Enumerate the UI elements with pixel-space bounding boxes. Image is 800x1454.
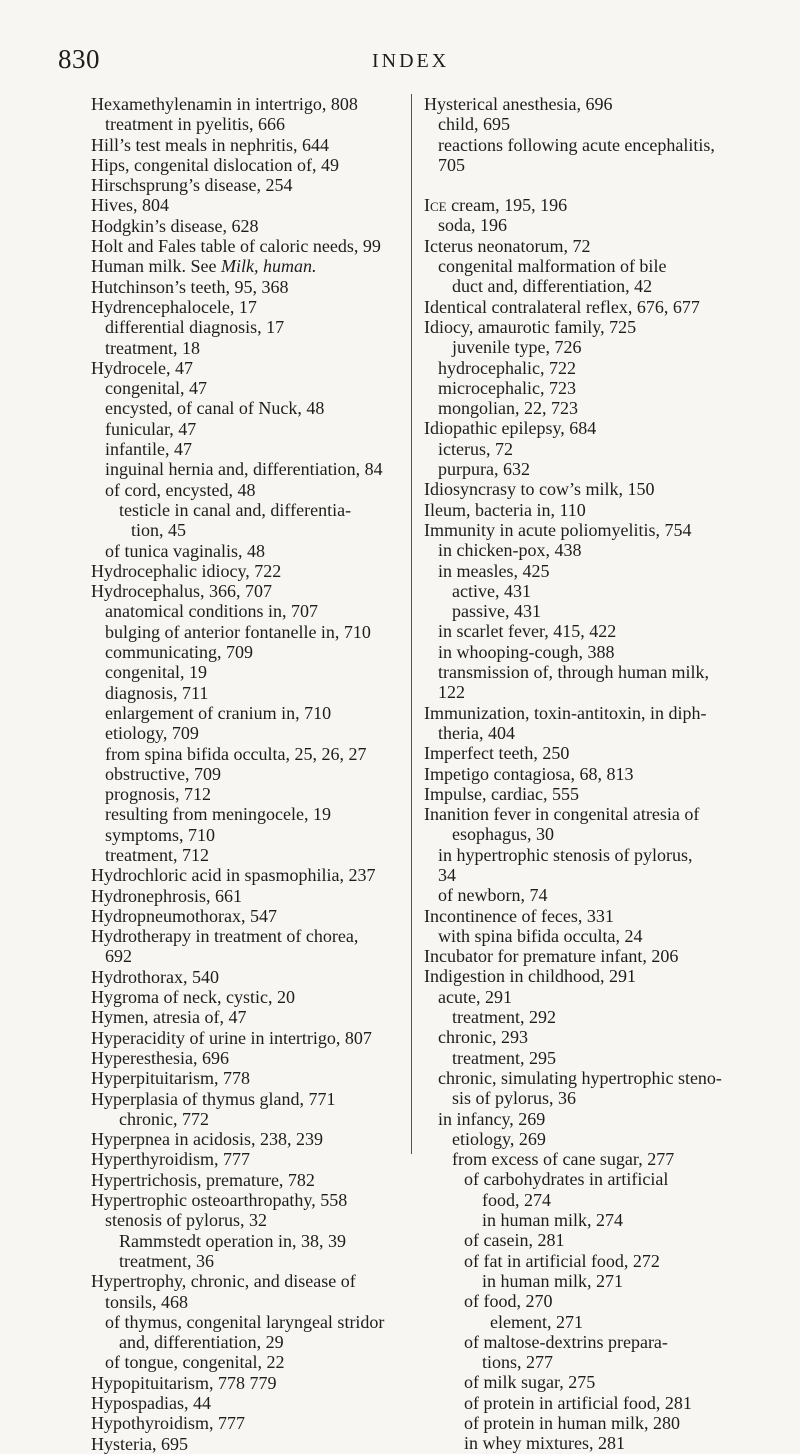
index-entry: Hives, 804 <box>91 195 169 216</box>
index-entry: active, 431 <box>452 580 531 601</box>
index-entry: Hydrochloric acid in spasmophilia, 237 <box>91 865 376 886</box>
index-entry: transmission of, through human milk, <box>438 662 709 683</box>
index-entry: microcephalic, 723 <box>438 377 576 398</box>
index-entry: enlargement of cranium in, 710 <box>105 702 332 723</box>
index-entry: of food, 270 <box>464 1291 553 1312</box>
index-entry: diagnosis, 711 <box>105 682 209 703</box>
index-entry: of tongue, congenital, 22 <box>105 1352 285 1373</box>
index-column-right <box>424 94 758 1454</box>
index-entry: of newborn, 74 <box>438 885 548 906</box>
index-entry: Immunity in acute poliomyelitis, 754 <box>424 519 692 540</box>
page-number: 830 <box>58 44 100 74</box>
index-entry: in human milk, 274 <box>482 1210 623 1231</box>
index-entry: bulging of anterior fontanelle in, 710 <box>105 621 371 642</box>
index-entry: Ice cream, 195, 196 <box>424 195 568 216</box>
index-entry: 692 <box>105 946 132 967</box>
index-entry: sis of pylorus, 36 <box>452 1088 577 1109</box>
index-entry: differential diagnosis, 17 <box>105 317 285 338</box>
index-entry: tonsils, 468 <box>105 1291 189 1312</box>
index-entry: Hypertrichosis, premature, 782 <box>91 1169 315 1190</box>
index-entry: Hydrencephalocele, 17 <box>91 296 257 317</box>
index-entry: from excess of cane sugar, 277 <box>452 1149 675 1170</box>
index-entry: treatment, 36 <box>119 1250 214 1271</box>
index-entry: congenital malformation of bile <box>438 256 667 277</box>
index-entry: esophagus, 30 <box>452 824 554 845</box>
index-entry: reactions following acute encephalitis, <box>438 134 715 155</box>
index-entry: obstructive, 709 <box>105 763 221 784</box>
index-entry: 34 <box>438 864 456 885</box>
running-head: INDEX <box>372 50 450 72</box>
index-entry-list-right <box>424 94 758 1454</box>
index-entry: resulting from meningocele, 19 <box>105 804 331 825</box>
index-entry-smallcaps: Ice <box>424 195 447 216</box>
index-entry: Ileum, bacteria in, 110 <box>424 499 586 520</box>
index-entry: Immunization, toxin-antitoxin, in diph- <box>424 702 707 723</box>
index-entry: 705 <box>438 154 465 175</box>
index-entry: Hirschsprung’s disease, 254 <box>91 175 293 196</box>
index-entry: Hexamethylenamin in intertrigo, 808 <box>91 94 358 114</box>
index-entry: in measles, 425 <box>438 560 550 581</box>
index-entry: mongolian, 22, 723 <box>438 398 578 419</box>
index-entry: congenital, 47 <box>105 378 207 399</box>
index-entry: of protein in artificial food, 281 <box>464 1392 692 1413</box>
index-entry: etiology, 269 <box>452 1128 546 1149</box>
index-entry-italic: Milk, human. <box>220 256 317 277</box>
index-entry: chronic, simulating hypertrophic steno- <box>438 1067 722 1088</box>
index-entry: treatment, 295 <box>452 1047 556 1068</box>
index-entry: in whooping-cough, 388 <box>438 641 615 662</box>
index-entry: in hypertrophic stenosis of pylorus, <box>438 844 693 865</box>
index-entry: Hydropneumothorax, 547 <box>91 905 277 926</box>
index-entry: Idiopathic epilepsy, 684 <box>424 418 597 439</box>
index-entry: juvenile type, 726 <box>452 337 582 358</box>
index-entry: acute, 291 <box>438 986 512 1007</box>
index-entry: of casein, 281 <box>464 1230 565 1251</box>
index-entry: Hyperacidity of urine in intertrigo, 807 <box>91 1027 372 1048</box>
index-entry: testicle in canal and, differentia- <box>119 499 352 520</box>
index-entry: etiology, 709 <box>105 723 199 744</box>
index-entry: of carbohydrates in artificial <box>464 1169 669 1190</box>
index-entry: of fat in artificial food, 272 <box>464 1250 660 1271</box>
index-entry: Hyperesthesia, 696 <box>91 1047 229 1068</box>
index-entry: treatment, 292 <box>452 1007 556 1028</box>
index-entry: Hyperpnea in acidosis, 238, 239 <box>91 1129 323 1150</box>
index-entry: prognosis, 712 <box>105 784 212 805</box>
index-entry-list-left <box>91 94 411 1454</box>
index-entry: chronic, 772 <box>119 1108 209 1129</box>
index-entry: theria, 404 <box>438 722 515 743</box>
index-entry: Incubator for premature infant, 206 <box>424 946 679 967</box>
index-entry: symptoms, 710 <box>105 824 216 845</box>
index-entry: Hydronephrosis, 661 <box>91 885 242 906</box>
index-entry: of cord, encysted, 48 <box>105 479 256 500</box>
index-entry: of thymus, congenital laryngeal stridor <box>105 1311 385 1332</box>
index-entry: anatomical conditions in, 707 <box>105 601 318 622</box>
index-entry: purpura, 632 <box>438 459 530 480</box>
index-entry: Hydrocele, 47 <box>91 357 193 378</box>
index-entry: Hypothyroidism, 777 <box>91 1413 246 1434</box>
index-entry: Impetigo contagiosa, 68, 813 <box>424 763 634 784</box>
index-entry: Impulse, cardiac, 555 <box>424 783 579 804</box>
index-entry: in scarlet fever, 415, 422 <box>438 621 617 642</box>
index-entry: Idiocy, amaurotic family, 725 <box>424 316 637 337</box>
index-entry: Hill’s test meals in nephritis, 644 <box>91 134 329 155</box>
index-entry: Holt and Fales table of caloric needs, 99 <box>91 236 381 257</box>
index-entry: Hyperthyroidism, 777 <box>91 1149 250 1170</box>
index-entry: of milk sugar, 275 <box>464 1372 596 1393</box>
index-entry: stenosis of pylorus, 32 <box>105 1210 267 1231</box>
index-entry: congenital, 19 <box>105 662 207 683</box>
index-entry: with spina bifida occulta, 24 <box>438 925 643 946</box>
index-entry: communicating, 709 <box>105 642 253 663</box>
index-entry: chronic, 293 <box>438 1027 528 1048</box>
index-entry: food, 274 <box>482 1189 551 1210</box>
index-entry: treatment in pyelitis, 666 <box>105 114 285 135</box>
index-entry: Hydrocephalic idiocy, 722 <box>91 560 282 581</box>
index-entry: Hymen, atresia of, 47 <box>91 1007 247 1028</box>
index-entry: in human milk, 271 <box>482 1270 623 1291</box>
index-entry: Imperfect teeth, 250 <box>424 743 570 764</box>
column-divider <box>411 94 412 1154</box>
index-entry: soda, 196 <box>438 215 507 236</box>
index-entry: of protein in human milk, 280 <box>464 1413 680 1433</box>
index-entry: funicular, 47 <box>105 418 197 439</box>
index-entry: passive, 431 <box>452 601 541 622</box>
index-entry: Hyperpituitarism, 778 <box>91 1068 250 1089</box>
index-section-gap <box>424 175 758 195</box>
index-entry: element, 271 <box>490 1311 583 1332</box>
index-entry: Hypopituitarism, 778 779 <box>91 1372 277 1393</box>
index-entry: Hydrotherapy in treatment of chorea, <box>91 926 359 947</box>
index-entry: child, 695 <box>438 114 510 135</box>
index-entry: Hyperplasia of thymus gland, 771 <box>91 1088 336 1109</box>
index-entry: icterus, 72 <box>438 438 513 459</box>
index-entry: tion, 45 <box>131 520 187 541</box>
index-entry: hydrocephalic, 722 <box>438 357 576 378</box>
index-entry: Human milk. See Milk, human. <box>91 256 317 277</box>
index-entry: Hydrocephalus, 366, 707 <box>91 581 272 602</box>
index-entry: tions, 277 <box>482 1352 554 1373</box>
index-entry: 122 <box>438 682 465 703</box>
index-entry: duct and, differentiation, 42 <box>452 276 653 297</box>
index-entry: in chicken-pox, 438 <box>438 540 582 561</box>
index-column-left <box>91 94 411 1454</box>
index-entry: inguinal hernia and, differentiation, 84 <box>105 459 383 480</box>
index-entry: Hysteria, 695 <box>91 1433 188 1454</box>
index-entry: Indigestion in childhood, 291 <box>424 966 636 987</box>
index-entry: from spina bifida occulta, 25, 26, 27 <box>105 743 367 764</box>
index-entry: of tunica vaginalis, 48 <box>105 540 265 561</box>
index-entry: treatment, 712 <box>105 844 209 865</box>
index-entry: Incontinence of feces, 331 <box>424 905 614 926</box>
index-entry: Rammstedt operation in, 38, 39 <box>119 1230 346 1251</box>
index-entry: infantile, 47 <box>105 439 192 460</box>
index-entry: Hypertrophic osteoarthropathy, 558 <box>91 1190 348 1211</box>
index-entry: Hodgkin’s disease, 628 <box>91 215 259 236</box>
index-entry: in infancy, 269 <box>438 1108 546 1129</box>
index-entry: in whey mixtures, 281 <box>464 1433 625 1454</box>
index-entry: Icterus neonatorum, 72 <box>424 235 591 256</box>
index-entry: Inanition fever in congenital atresia of <box>424 804 700 825</box>
index-entry: Hysterical anesthesia, 696 <box>424 94 613 114</box>
index-entry: Hips, congenital dislocation of, 49 <box>91 154 339 175</box>
index-entry: Hygroma of neck, cystic, 20 <box>91 987 295 1008</box>
index-entry: Hypospadias, 44 <box>91 1393 211 1413</box>
index-entry: Idiosyncrasy to cow’s milk, 150 <box>424 479 655 500</box>
index-entry: and, differentiation, 29 <box>119 1332 284 1353</box>
index-entry: encysted, of canal of Nuck, 48 <box>105 398 325 419</box>
index-entry: Hutchinson’s teeth, 95, 368 <box>91 276 289 297</box>
index-entry: Hydrothorax, 540 <box>91 966 219 987</box>
index-entry: Hypertrophy, chronic, and disease of <box>91 1271 356 1292</box>
index-entry: of maltose-dextrins prepara- <box>464 1331 668 1352</box>
index-entry: treatment, 18 <box>105 337 200 358</box>
index-entry: Identical contralateral reflex, 676, 677 <box>424 296 700 317</box>
